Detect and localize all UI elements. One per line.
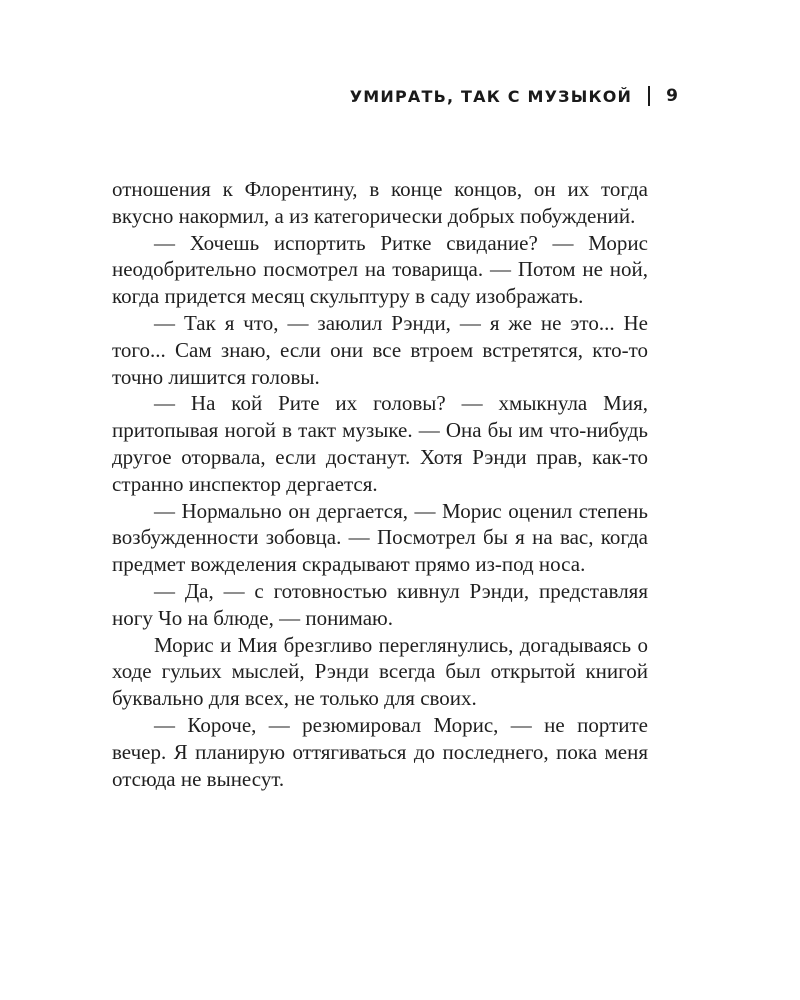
paragraph: — Нормально он дергается, — Морис оценил степень возбужденности зобовца. — Посмотрел бы я на вас, когда предмет вожделения скрадывают прямо из-под носа.: [112, 498, 648, 577]
paragraph: — Хочешь испортить Ритке свидание? — Морис неодобрительно посмотрел на товарища. — Потом не ной, когда придется месяц скульптуру в саду изображать.: [112, 230, 648, 309]
paragraph-continuation: отношения к Флорентину, в конце концов, он их тогда вкусно накормил, а из категорически добрых побуждений.: [112, 177, 648, 228]
running-title: УМИРАТЬ, ТАК С МУЗЫКОЙ: [349, 86, 633, 106]
paragraph: — Так я что, — заюлил Рэнди, — я же не это... Не того... Сам знаю, если они все втроем встретятся, кто-то точно лишится головы.: [112, 310, 648, 389]
paragraph: — Короче, — резюмировал Морис, — не портите вечер. Я планирую оттягиваться до последнего, пока меня отсюда не вынесут.: [112, 712, 648, 791]
running-head: [350, 82, 678, 110]
header-divider: [648, 86, 650, 106]
paragraph: Морис и Мия брезгливо переглянулись, догадываясь о ходе гульих мыслей, Рэнди всегда был открытой книгой буквально для всех, не только для своих.: [112, 632, 648, 711]
body-text: [112, 176, 648, 792]
paragraph: — На кой Рите их головы? — хмыкнула Мия, притопывая ногой в такт музыке. — Она бы им что-нибудь другое оторвала, если достанут. Хотя Рэнди прав, как-то странно инспектор дергается.: [112, 391, 648, 496]
paragraph: — Да, — с готовностью кивнул Рэнди, представляя ногу Чо на блюде, — понимаю.: [112, 578, 648, 630]
page-number: 9: [666, 86, 678, 106]
